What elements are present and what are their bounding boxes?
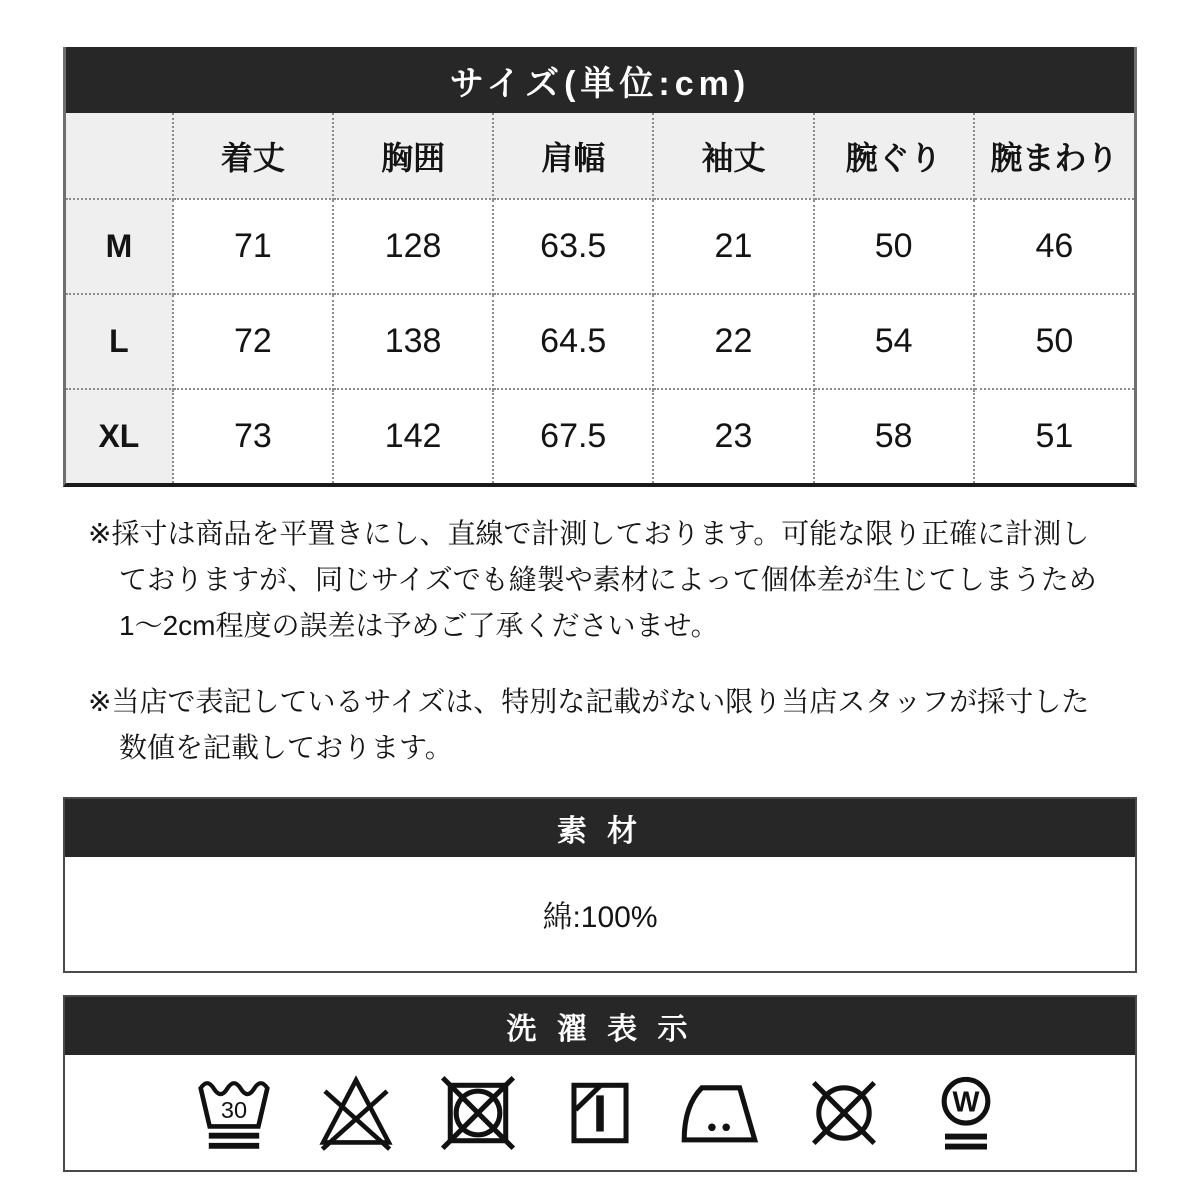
corner-cell: [66, 113, 173, 199]
column-header-chest: 胸囲: [333, 113, 493, 199]
size-value: 73: [173, 389, 333, 483]
note-line: ておりますが、同じサイズでも縫製や素材によって個体差が生じてしまうため: [119, 564, 1097, 595]
material-title-bar: [65, 799, 1135, 857]
column-header-armhole: 腕ぐり: [814, 113, 974, 199]
size-value: 71: [173, 199, 333, 294]
size-value: 67.5: [493, 389, 653, 483]
size-label: L: [66, 294, 173, 389]
column-header-row: [66, 113, 1134, 199]
size-table-title: サイズ(単位:cm): [449, 64, 751, 103]
note-line: 1〜2cm程度の誤差は予めご了承くださいませ。: [119, 610, 719, 641]
size-value: 64.5: [493, 294, 653, 389]
wet-clean-letter: W: [952, 1085, 980, 1118]
size-value: 54: [814, 294, 974, 389]
laundry-icons-row: [65, 1055, 1135, 1170]
column-header-shoulder: 肩幅: [493, 113, 653, 199]
size-value: 22: [653, 294, 813, 389]
size-row-xl: [66, 389, 1134, 483]
laundry-section: [63, 995, 1137, 1172]
size-table-title-bar: [66, 47, 1134, 113]
do-not-dry-clean-icon: [800, 1071, 888, 1155]
material-body: [65, 857, 1135, 971]
size-label: M: [66, 199, 173, 294]
laundry-title: 洗 濯 表 示: [506, 1013, 694, 1046]
size-value: 58: [814, 389, 974, 483]
note-line: ※当店で表記しているサイズは、特別な記載がない限り当店スタッフが採寸した: [88, 686, 1090, 717]
material-title: 素 材: [556, 815, 644, 848]
size-value: 128: [333, 199, 493, 294]
size-row-m: [66, 199, 1134, 294]
size-value: 23: [653, 389, 813, 483]
material-section: [63, 797, 1137, 973]
note-line: 数値を記載しております。: [119, 732, 453, 763]
size-value: 46: [974, 199, 1134, 294]
wash-30-icon: [190, 1071, 278, 1155]
measurement-note: [88, 511, 1137, 649]
size-value: 63.5: [493, 199, 653, 294]
size-value: 72: [173, 294, 333, 389]
column-header-arm-circ: 腕まわり: [974, 113, 1134, 199]
iron-medium-icon: [678, 1071, 766, 1155]
line-dry-in-shade-icon: [556, 1071, 644, 1155]
note-line: ※採寸は商品を平置きにし、直線で計測しております。可能な限り正確に計測し: [88, 518, 1090, 549]
size-value: 21: [653, 199, 813, 294]
size-table: [66, 113, 1134, 483]
size-label: XL: [66, 389, 173, 483]
material-value: 綿:100%: [542, 901, 658, 934]
size-value: 51: [974, 389, 1134, 483]
size-row-l: [66, 294, 1134, 389]
column-header-length: 着丈: [173, 113, 333, 199]
wet-clean-gentle-icon: [922, 1071, 1010, 1155]
size-value: 50: [974, 294, 1134, 389]
size-value: 142: [333, 389, 493, 483]
laundry-title-bar: [65, 997, 1135, 1055]
size-table-section: [63, 47, 1137, 487]
size-value: 50: [814, 199, 974, 294]
size-value: 138: [333, 294, 493, 389]
column-header-sleeve: 袖丈: [653, 113, 813, 199]
wash-temperature-label: 30: [220, 1096, 248, 1123]
do-not-bleach-icon: [312, 1071, 400, 1155]
sizing-note: [88, 679, 1137, 771]
do-not-tumble-dry-icon: [434, 1071, 522, 1155]
